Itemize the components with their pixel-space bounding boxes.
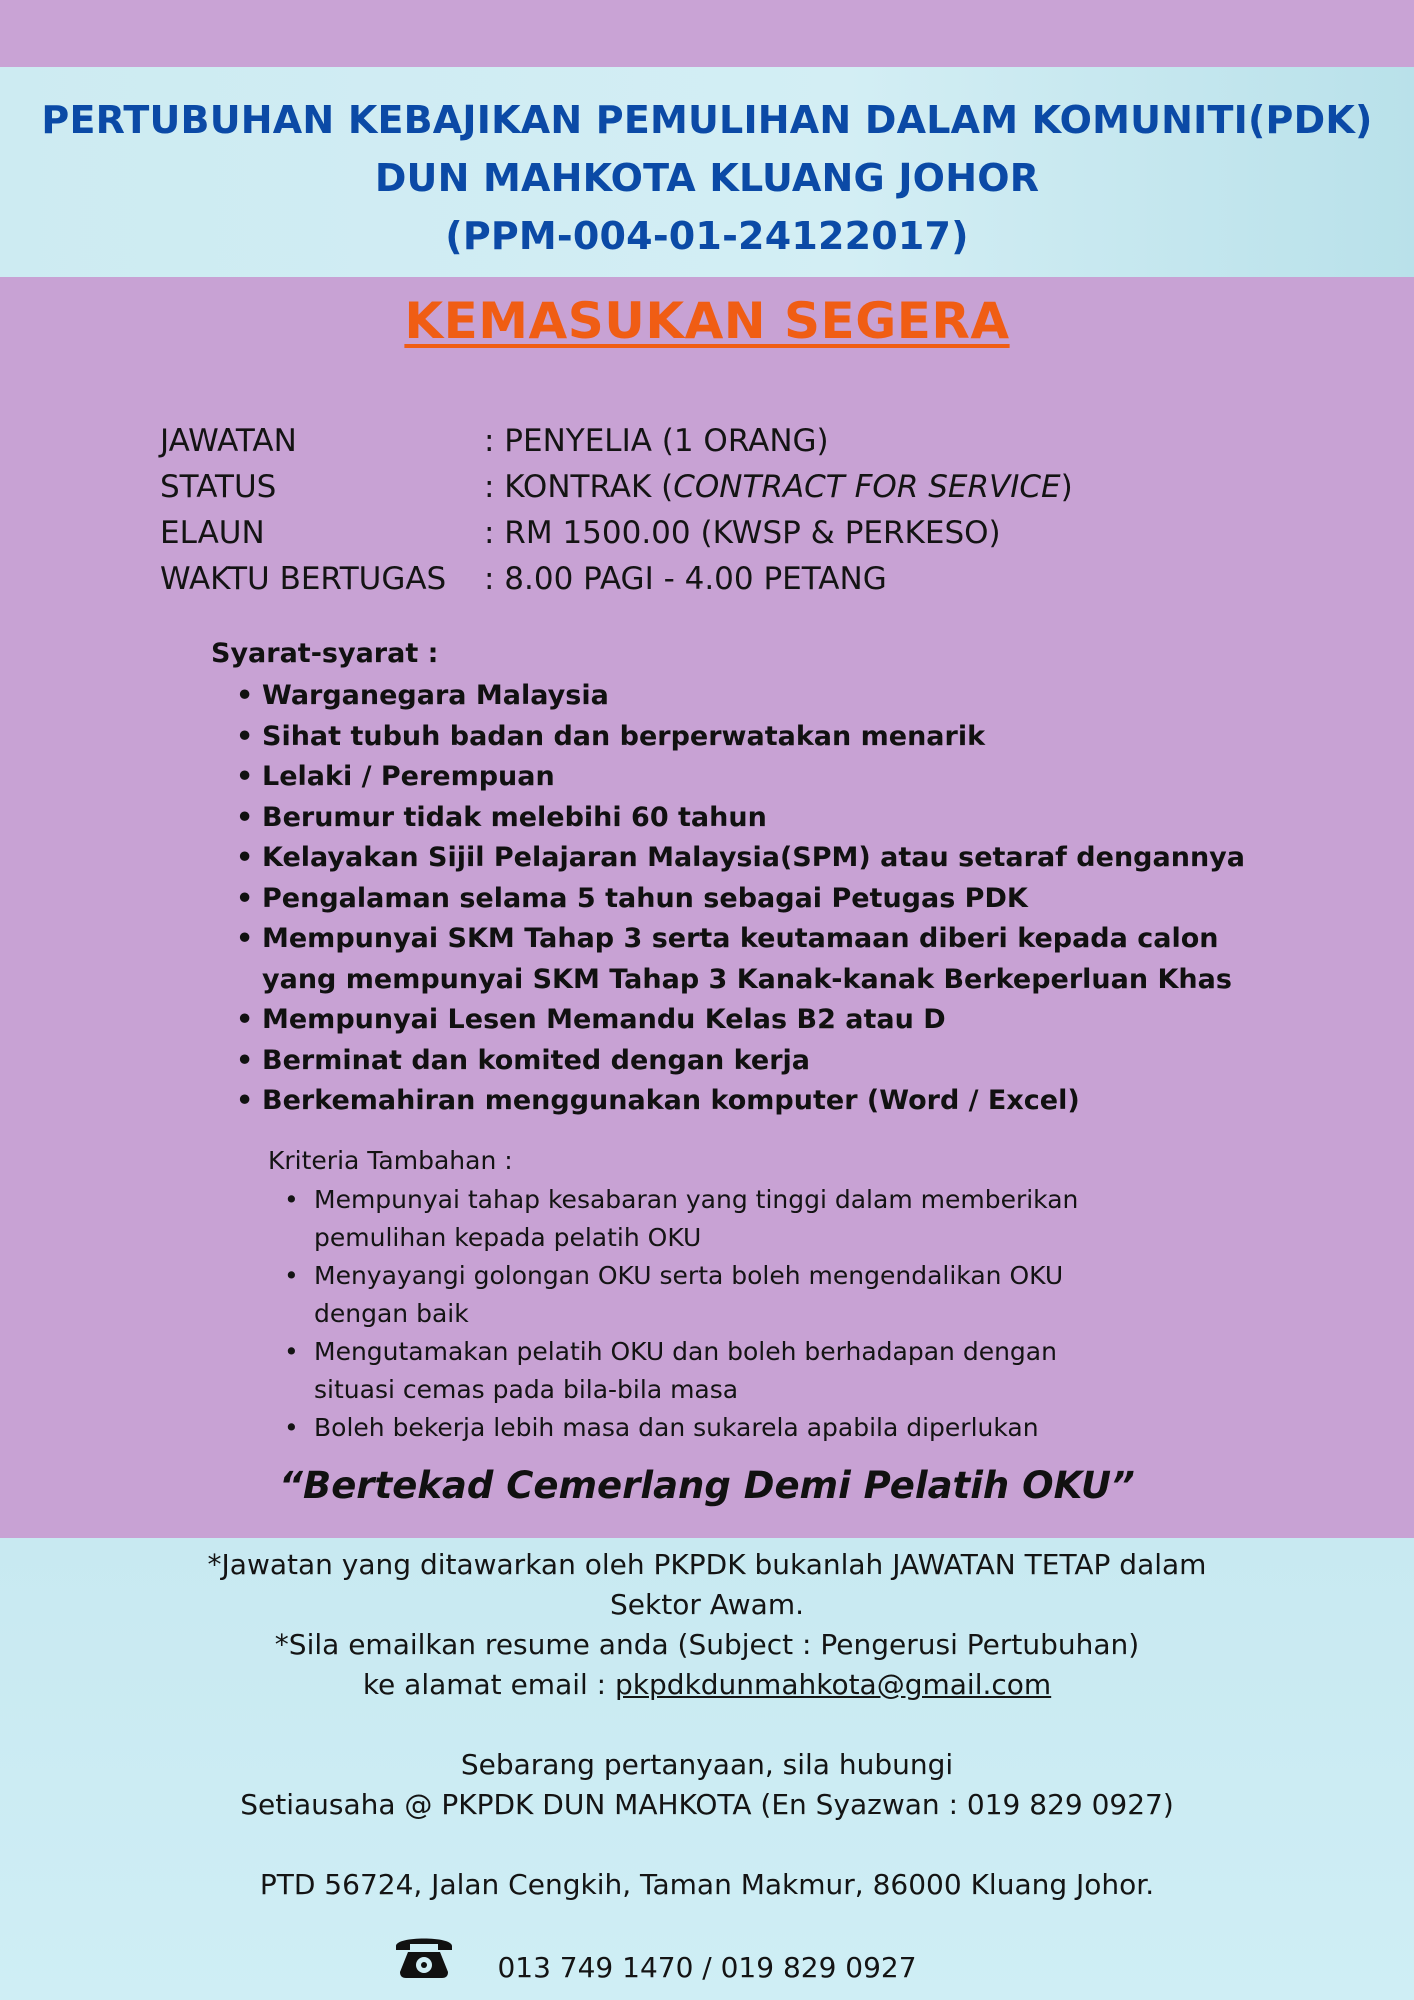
spacer	[0, 1825, 1414, 1865]
address: PTD 56724, Jalan Cengkih, Taman Makmur, 86000 Kluang Johor.	[259, 1868, 1155, 1901]
bullet-icon: •	[236, 680, 254, 711]
bullet-icon: •	[236, 801, 254, 833]
waktu-label: WAKTU BERTUGAS	[160, 561, 447, 597]
list-item	[232, 798, 1245, 839]
requirement-text: Mempunyai SKM Tahap 3 serta keutamaan diberi kepada calon	[262, 923, 1219, 954]
elaun-value: : RM 1500.00 (KWSP & PERKESO)	[484, 515, 1001, 551]
secretary-contact: Setiausaha @ PKPDK DUN MAHKOTA (En Syazwan : 019 829 0927)	[240, 1788, 1174, 1821]
status-value	[484, 464, 1073, 510]
page-title: KEMASUKAN SEGERA	[404, 292, 1010, 350]
status-label: STATUS	[160, 469, 277, 505]
bullet-icon: •	[236, 1085, 254, 1116]
bullet-icon: •	[236, 923, 254, 954]
bullet-icon: •	[284, 1413, 299, 1442]
note-not-permanent-continued: Sektor Awam.	[610, 1588, 804, 1621]
requirement-text: Berumur tidak melebihi 60 tahun	[262, 801, 767, 833]
org-location-line: DUN MAHKOTA KLUANG JOHOR	[374, 156, 1040, 200]
list-item	[232, 676, 1245, 717]
requirement-text: Berminat dan komited dengan kerja	[262, 1044, 810, 1076]
list-item	[232, 838, 1245, 879]
requirement-text: Sihat tubuh badan dan berperwatakan menarik	[262, 720, 986, 752]
bullet-icon: •	[236, 842, 254, 873]
list-item	[232, 1041, 1245, 1082]
criteria-text: Boleh bekerja lebih masa dan sukarela apabila diperlukan	[314, 1413, 1039, 1442]
requirement-text: Pengalaman selama 5 tahun sebagai Petugas PDK	[262, 882, 1028, 914]
bullet-icon: •	[236, 1044, 254, 1076]
extra-criteria-list	[282, 1181, 1142, 1447]
requirement-text: Berkemahiran menggunakan komputer (Word / Excel)	[262, 1085, 1080, 1116]
elaun-label: ELAUN	[160, 515, 265, 551]
job-info-table	[160, 418, 1073, 602]
info-row-waktu	[160, 556, 1073, 602]
list-item	[282, 1409, 1142, 1447]
list-item	[232, 1000, 1245, 1041]
list-item	[232, 919, 1245, 1000]
note-not-permanent: *Jawatan yang ditawarkan oleh PKPDK bukanlah JAWATAN TETAP dalam	[207, 1548, 1207, 1581]
waktu-value: : 8.00 PAGI - 4.00 PETANG	[484, 561, 887, 597]
org-registration-number: (PPM-004-01-24122017)	[445, 214, 969, 258]
requirement-text: Warganegara Malaysia	[262, 680, 609, 711]
bullet-icon: •	[284, 1261, 299, 1290]
criteria-text: Mempunyai tahap kesabaran yang tinggi dalam memberikan pemulihan kepada pelatih OKU	[314, 1185, 1079, 1252]
requirement-text: Mempunyai Lesen Memandu Kelas B2 atau D	[262, 1004, 946, 1035]
jawatan-label: JAWATAN	[160, 423, 297, 459]
bullet-icon: •	[236, 720, 254, 752]
enquiry-line: Sebarang pertanyaan, sila hubungi	[460, 1748, 954, 1781]
bullet-icon: •	[236, 761, 254, 792]
organization-header	[0, 67, 1414, 277]
email-prefix: ke alamat email :	[362, 1668, 616, 1701]
note-email-resume: *Sila emailkan resume anda (Subject : Pengerusi Pertubuhan)	[274, 1628, 1140, 1661]
list-item	[282, 1257, 1142, 1333]
list-item	[232, 757, 1245, 798]
info-row-status	[160, 464, 1073, 510]
list-item	[232, 1081, 1245, 1122]
list-item	[282, 1181, 1142, 1257]
phone-row	[0, 1946, 1414, 1990]
spacer	[0, 1705, 1414, 1745]
requirement-text: Lelaki / Perempuan	[262, 761, 555, 792]
bullet-icon: •	[284, 1185, 299, 1214]
bullet-icon: •	[236, 1004, 254, 1035]
requirement-text: Kelayakan Sijil Pelajaran Malaysia(SPM) atau setaraf dengannya	[262, 842, 1245, 873]
info-row-jawatan	[160, 418, 1073, 464]
list-item	[232, 879, 1245, 920]
phone-numbers: 013 749 1470 / 019 829 0927	[497, 1951, 917, 1984]
requirement-text-continued: yang mempunyai SKM Tahap 3 Kanak-kanak Berkeperluan Khas	[262, 963, 1232, 995]
list-item	[282, 1333, 1142, 1409]
status-suffix: )	[1060, 469, 1073, 505]
status-italic: CONTRACT FOR SERVICE	[673, 469, 1061, 505]
requirements-title: Syarat-syarat :	[211, 638, 439, 669]
email-link[interactable]: pkpdkdunmahkota@gmail.com	[615, 1668, 1052, 1701]
motto: “Bertekad Cemerlang Demi Pelatih OKU”	[279, 1464, 1135, 1507]
criteria-text: Mengutamakan pelatih OKU dan boleh berhadapan dengan situasi cemas pada bila-bila masa	[314, 1337, 1057, 1404]
list-item	[232, 717, 1245, 758]
top-strip	[0, 0, 1414, 67]
jawatan-value: : PENYELIA (1 ORANG)	[484, 423, 829, 459]
extra-criteria-title: Kriteria Tambahan :	[268, 1146, 513, 1175]
email-line	[0, 1665, 1414, 1705]
status-prefix: : KONTRAK (	[484, 469, 674, 505]
org-name-line: PERTUBUHAN KEBAJIKAN PEMULIHAN DALAM KOMUNITI(PDK)	[41, 98, 1373, 142]
info-row-elaun	[160, 510, 1073, 556]
bullet-icon: •	[284, 1337, 299, 1366]
footer-text	[0, 1545, 1414, 1905]
criteria-text: Menyayangi golongan OKU serta boleh mengendalikan OKU dengan baik	[314, 1261, 1064, 1328]
bullet-icon: •	[236, 882, 254, 914]
requirements-list	[232, 676, 1245, 1122]
